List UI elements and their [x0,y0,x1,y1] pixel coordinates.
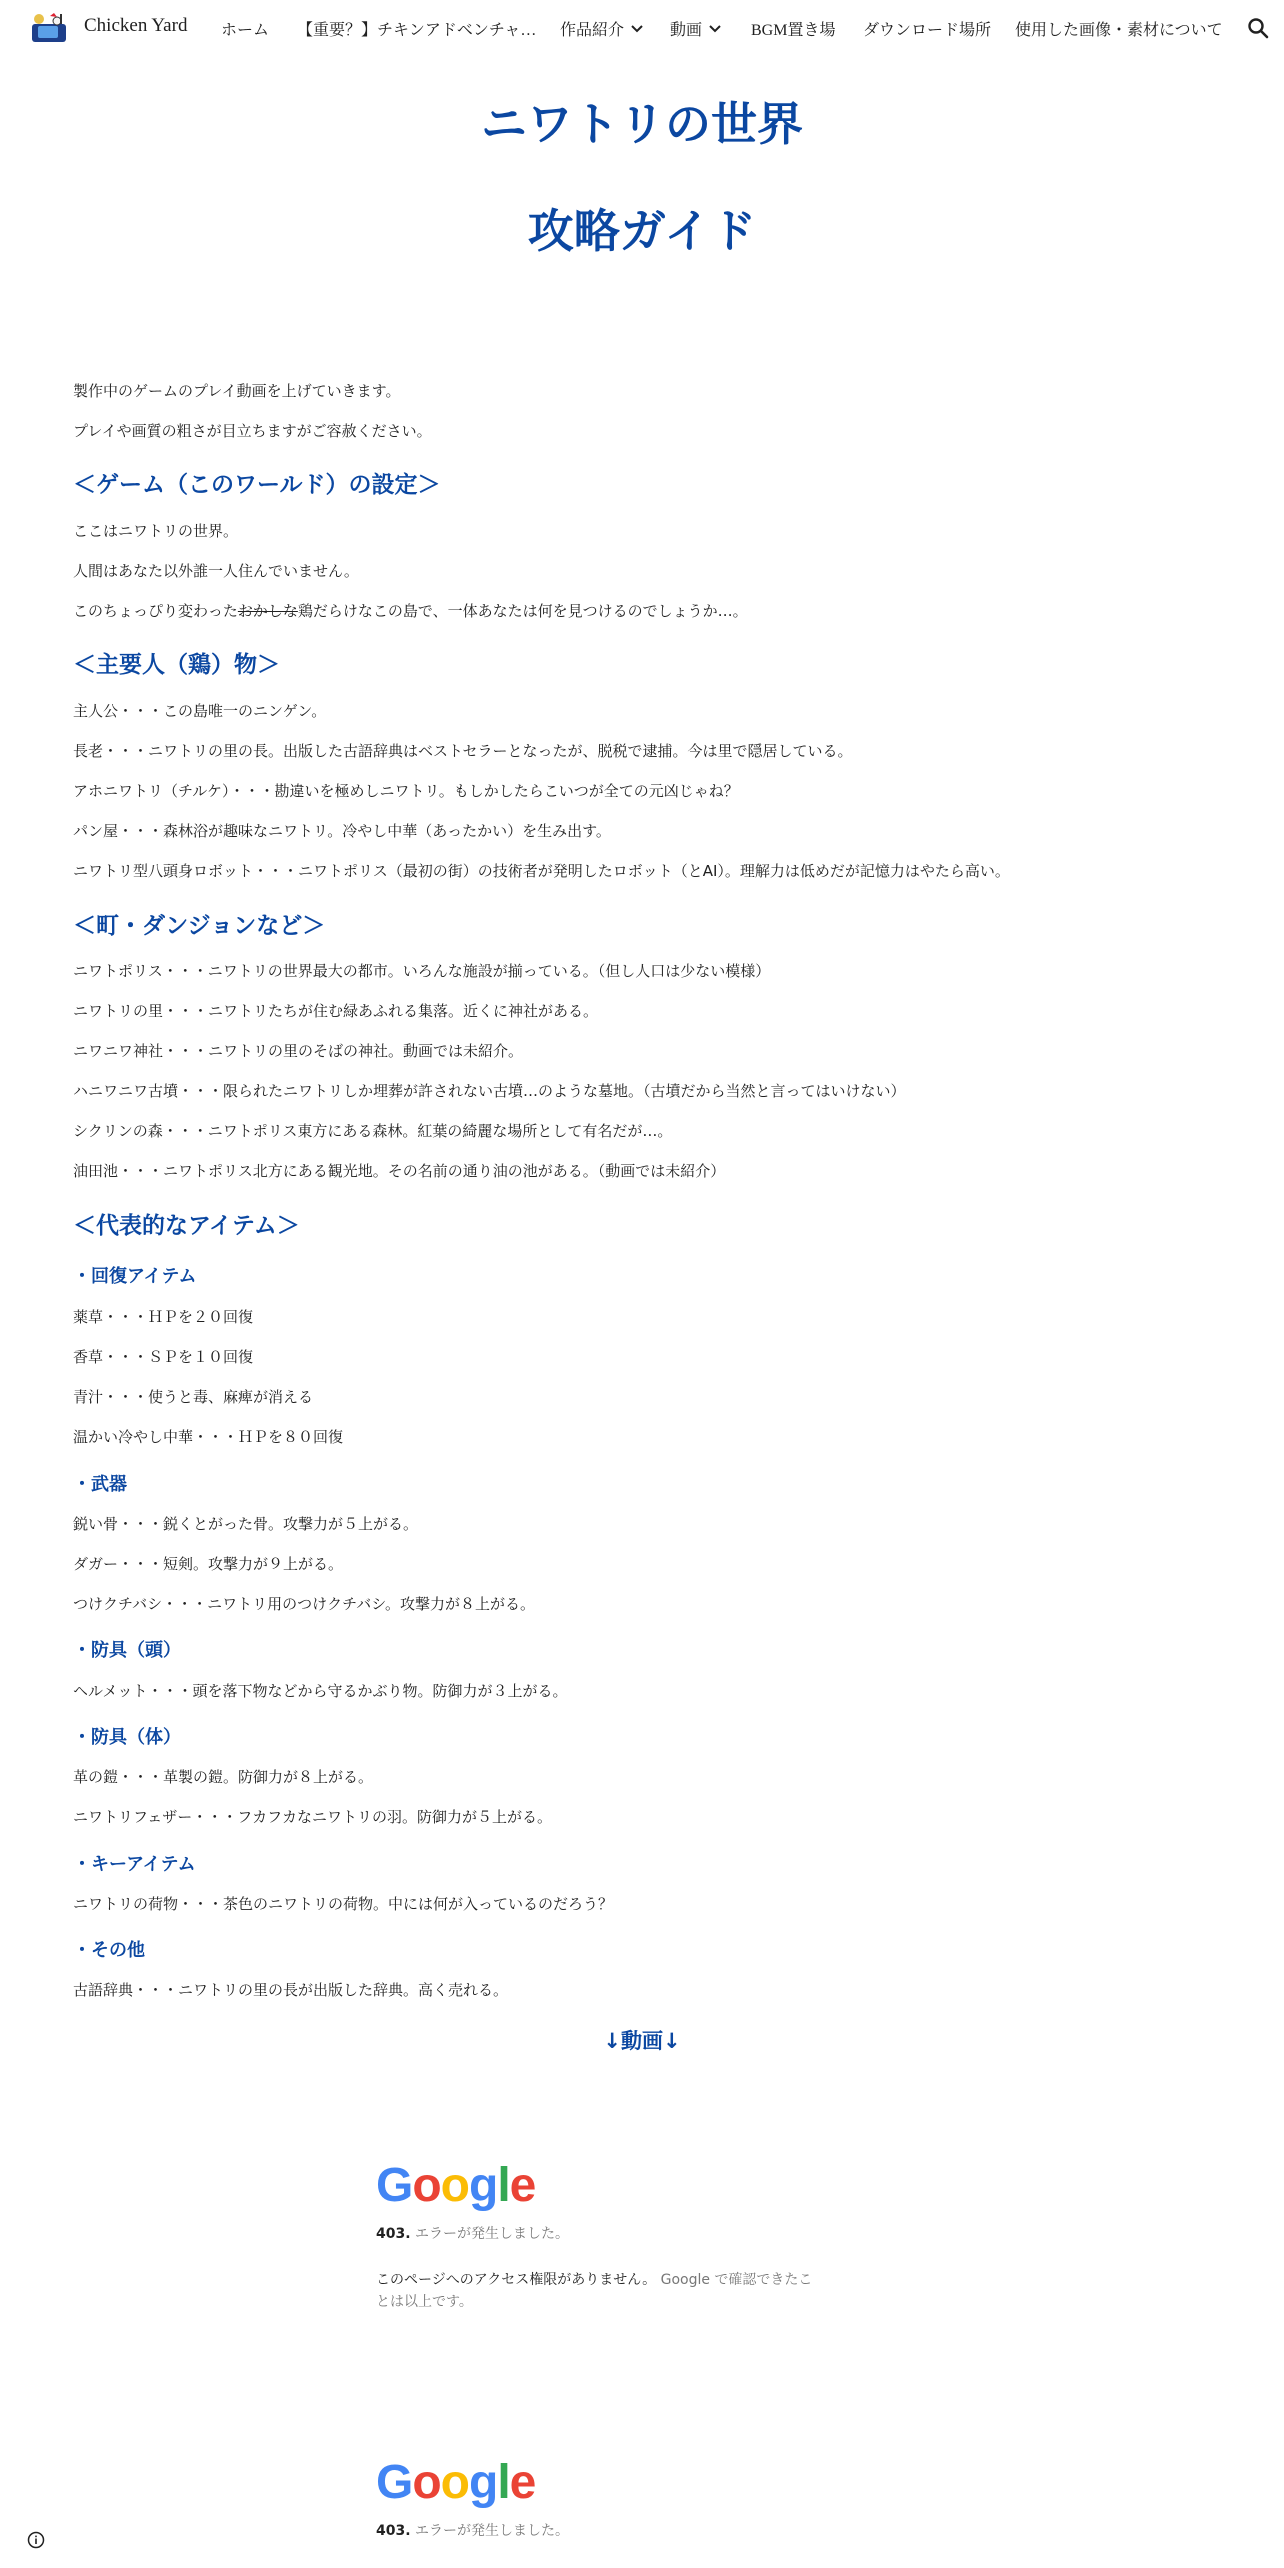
nav-videos[interactable]: 動画 [670,17,722,40]
chevron-down-icon [708,22,722,36]
nav-materials[interactable]: 使用した画像・素材について [1015,22,1223,39]
error-code-line [376,2520,816,2540]
nav-works[interactable]: 作品紹介 [560,17,644,40]
subheading-other: ・その他 [73,1940,145,1961]
character-line: アホニワトリ（チルケ）・・・勘違いを極めしニワトリ。もしかしたらこいつが全ての元凶じゃね？ [73,782,739,800]
chicken-yard-logo[interactable] [30,12,68,44]
place-line: ハニワニワ古墳・・・限られたニワトリしか埋葬が許されない古墳…のような墓地。（古墳だから当然と言ってはいけない） [73,1082,906,1100]
search-icon[interactable] [1246,16,1270,40]
character-line: 主人公・・・この島唯一のニンゲン。 [73,702,327,720]
error-text: エラーが発生しました。 [415,2523,569,2539]
item-line: 薬草・・・ＨＰを２０回復 [73,1308,254,1326]
place-line: ニワトポリス・・・ニワトリの世界最大の都市。いろんな施設が揃っている。（但し人口は少ない模様） [73,962,771,980]
section-heading-setting: ＜ゲーム（このワールド）の設定＞ [73,472,441,498]
chevron-down-icon [630,22,644,36]
subheading-weapon: ・武器 [73,1474,127,1495]
place-line: シクリンの森・・・ニワトポリス東方にある森林。紅葉の綺麗な場所として有名だが…。 [73,1122,673,1140]
video-embed-error [376,2158,816,2313]
error-text: エラーが発生しました。 [415,2226,569,2242]
google-logo [376,2158,816,2213]
nav-home[interactable]: ホーム [221,22,270,39]
item-line: 革の鎧・・・革製の鎧。防御力が８上がる。 [73,1768,374,1786]
subheading-head-armor: ・防具（頭） [73,1640,181,1661]
item-line: 香草・・・ＳＰを１０回復 [73,1348,254,1366]
google-logo-letter: g [469,2456,498,2509]
character-line: ニワトリ型八頭身ロボット・・・ニワトポリス（最初の街）の技術者が発明したロボット（とAI）。理解力は低めだが記憶力はやたら高い。 [73,862,1010,880]
place-line: ニワトリの里・・・ニワトリたちが住む緑あふれる集落。近くに神社がある。 [73,1002,599,1020]
error-code-line [376,2223,816,2243]
subheading-key-item: ・キーアイテム [73,1854,196,1875]
item-line: つけクチバシ・・・ニワトリ用のつけクチバシ。攻撃力が８上がる。 [73,1595,536,1613]
nav-important-chicken-adventure[interactable]: 【重要？】チキンアドベンチャ… [297,22,537,39]
google-logo-letter: o [440,2159,469,2212]
google-logo-letter: l [497,2456,510,2509]
character-line: パン屋・・・森林浴が趣味なニワトリ。冷やし中華（あったかい）を生み出す。 [73,822,611,840]
setting-line: ここはニワトリの世界。 [73,522,239,540]
subheading-body-armor: ・防具（体） [73,1727,181,1748]
character-line: 長老・・・ニワトリの里の長。出版した古語辞典はベストセラーとなったが、脱税で逮捕。今は里で隠居している。 [73,742,853,760]
error-code: 403. [376,2226,411,2242]
section-heading-characters: ＜主要人（鶏）物＞ [73,652,280,678]
item-line: 古語辞典・・・ニワトリの里の長が出版した辞典。高く売れる。 [73,1981,509,1999]
item-line: ニワトリフェザー・・・フカフカなニワトリの羽。防御力が５上がる。 [73,1808,552,1826]
top-navigation [0,0,1284,58]
info-icon[interactable] [27,2531,45,2549]
item-line: 青汁・・・使うと毒、麻痺が消える [73,1388,314,1406]
setting-line: このちょっぴり変わったおかしな鶏だらけなこの島で、一体あなたは何を見つけるのでしょうか…。 [73,602,748,620]
google-logo-letter: o [440,2456,469,2509]
google-logo-letter: G [376,2456,413,2509]
place-line: 油田池・・・ニワトポリス北方にある観光地。その名前の通り油の池がある。（動画では未紹介） [73,1162,726,1180]
google-logo-letter: o [412,2456,441,2509]
google-logo [376,2455,816,2510]
item-line: ニワトリの荷物・・・茶色のニワトリの荷物。中には何が入っているのだろう？ [73,1895,614,1913]
video-anchor-link[interactable]: ↓動画↓ [603,2029,681,2053]
item-line: ヘルメット・・・頭を落下物などから守るかぶり物。防御力が３上がる。 [73,1682,568,1700]
place-line: ニワニワ神社・・・ニワトリの里のそばの神社。動画では未紹介。 [73,1042,524,1060]
google-logo-letter: l [497,2159,510,2212]
intro-line: 製作中のゲームのプレイ動画を上げていきます。 [73,382,401,400]
site-title[interactable]: Chicken Yard [84,15,188,36]
subheading-recovery: ・回復アイテム [73,1266,197,1287]
section-heading-items: ＜代表的なアイテム＞ [73,1213,300,1239]
page-title: ニワトリの世界 [481,97,803,151]
item-line: ダガー・・・短剣。攻撃力が９上がる。 [73,1555,344,1573]
strikethrough-text: おかしな [237,602,298,620]
error-message: このページへのアクセス権限がありません。 Google で確認できたことは以上です。 [376,2272,813,2310]
nav-bgm[interactable]: BGM置き場 [751,22,836,39]
google-logo-letter: G [376,2159,413,2212]
item-line: 温かい冷やし中華・・・ＨＰを８０回復 [73,1428,344,1446]
nav-download[interactable]: ダウンロード場所 [863,22,992,39]
google-logo-letter: g [469,2159,498,2212]
intro-line: プレイや画質の粗さが目立ちますがご容赦ください。 [73,422,432,440]
google-logo-letter: o [412,2159,441,2212]
google-logo-letter: e [509,2159,536,2212]
page-subtitle: 攻略ガイド [527,204,757,258]
item-line: 鋭い骨・・・鋭くとがった骨。攻撃力が５上がる。 [73,1515,419,1533]
video-embed-error [376,2455,816,2540]
error-code: 403. [376,2523,411,2539]
google-logo-letter: e [509,2456,536,2509]
setting-line: 人間はあなた以外誰一人住んでいません。 [73,562,359,580]
section-heading-places: ＜町・ダンジョンなど＞ [73,913,326,939]
